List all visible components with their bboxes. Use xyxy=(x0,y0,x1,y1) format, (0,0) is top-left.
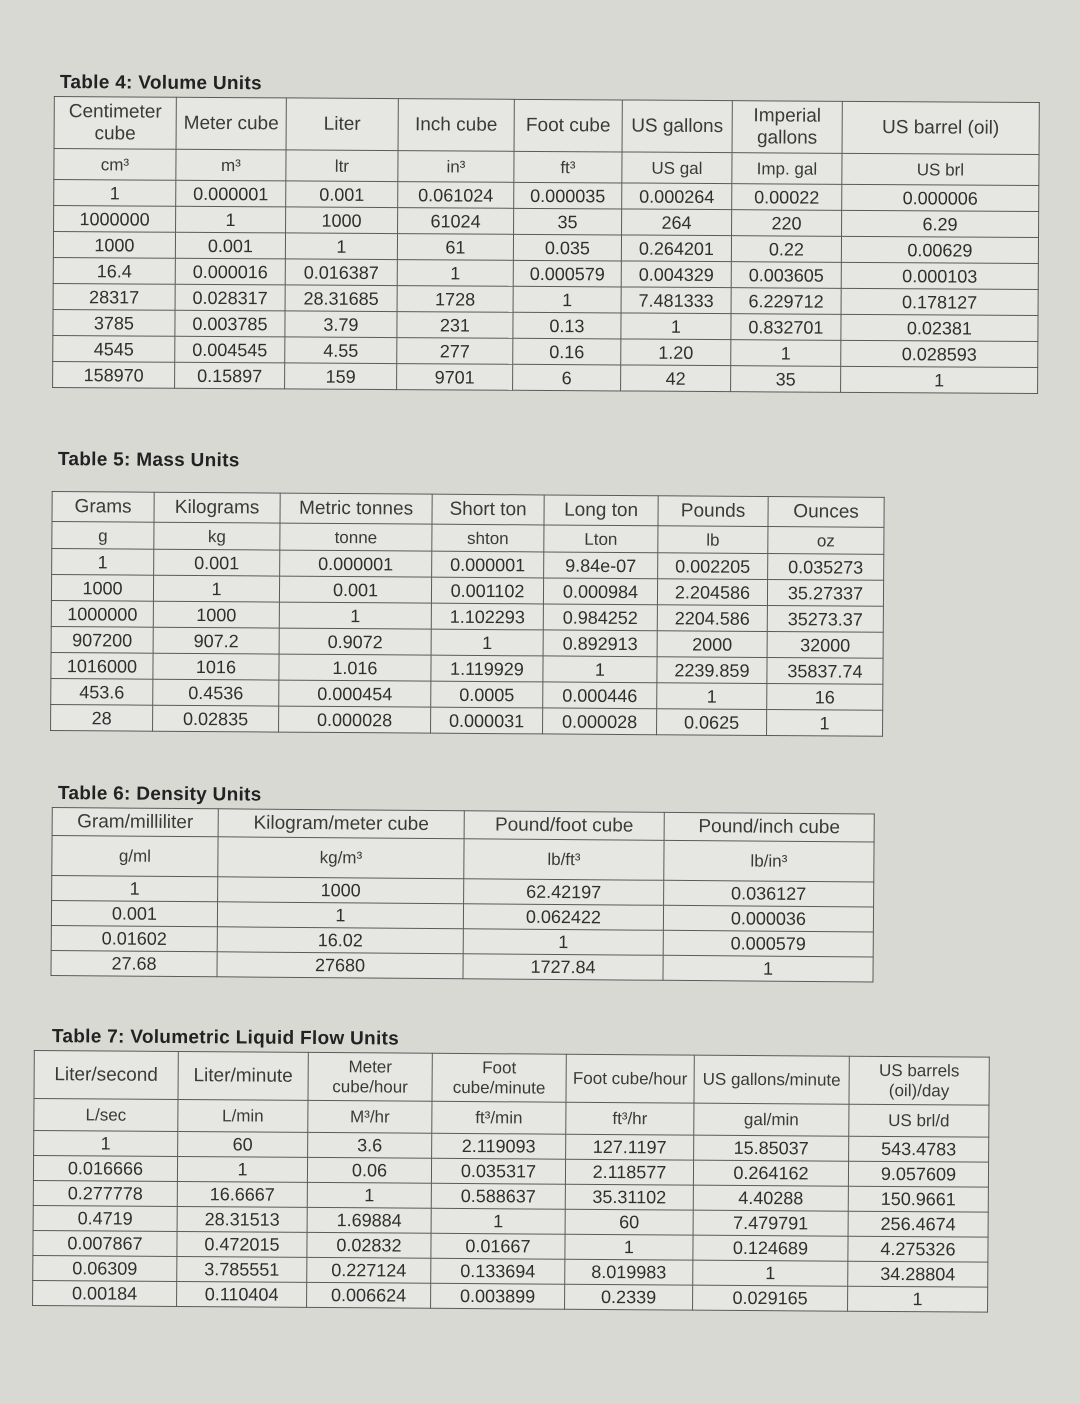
table-cell: 1000 xyxy=(53,232,175,259)
table-cell: 0.832701 xyxy=(731,314,841,341)
table-cell: 0.892913 xyxy=(543,630,657,657)
table-cell: 35.27337 xyxy=(767,579,883,606)
table-cell: 0.124689 xyxy=(693,1235,848,1261)
table-cell: 7.481333 xyxy=(621,287,731,314)
table-cell: 0.003605 xyxy=(731,262,841,289)
density-units-section xyxy=(50,783,874,982)
table-cell: 9.84e-07 xyxy=(544,552,658,579)
table-cell: 159 xyxy=(285,363,397,390)
unit-label: oz xyxy=(768,527,884,555)
table-title: Table 5: Mass Units xyxy=(57,449,240,472)
table-cell: 6.229712 xyxy=(731,288,841,315)
table-cell: 1 xyxy=(52,549,154,576)
table-cell: 1 xyxy=(177,1157,307,1183)
table-body xyxy=(53,180,1039,394)
unit-label: lb xyxy=(658,526,768,554)
table-cell: 16.02 xyxy=(217,927,463,954)
column-header: US barrel (oil) xyxy=(842,101,1039,154)
unit-label: tonne xyxy=(280,523,432,551)
table-cell: 1 xyxy=(431,1208,565,1234)
table-cell: 158970 xyxy=(53,361,175,388)
table-cell: 220 xyxy=(732,210,842,237)
column-header: Pounds xyxy=(658,496,768,527)
column-header: Liter/second xyxy=(34,1051,178,1100)
table-cell: 1 xyxy=(463,929,663,956)
table-cell: 1000000 xyxy=(51,600,153,627)
table-cell: 0.004545 xyxy=(175,336,285,363)
unit-label: ft³/hr xyxy=(566,1102,694,1135)
unit-label: kg/m³ xyxy=(218,837,464,879)
column-header: Pound/foot cube xyxy=(464,811,664,841)
column-header: Ounces xyxy=(768,497,884,528)
table-cell: 0.02835 xyxy=(153,705,279,732)
table-cell: 1 xyxy=(34,1131,178,1157)
table-cell: 2204.586 xyxy=(657,605,767,632)
unit-label: lb/ft³ xyxy=(464,839,664,881)
table-cell: 34.28804 xyxy=(848,1261,988,1287)
table-cell: 0.06 xyxy=(307,1157,431,1183)
table-cell: 0.001 xyxy=(154,549,280,576)
table-cell: 0.133694 xyxy=(431,1258,565,1284)
table-cell: 1 xyxy=(307,1182,431,1208)
unit-label: L/sec xyxy=(34,1099,178,1132)
table-cell: 1.20 xyxy=(621,339,731,366)
table-cell: 0.00184 xyxy=(33,1280,177,1306)
unit-label: shton xyxy=(432,524,544,552)
table-row xyxy=(33,1280,988,1312)
table-cell: 1.69884 xyxy=(307,1207,431,1233)
unit-label: g xyxy=(52,522,154,550)
table-cell: 1728 xyxy=(397,286,513,313)
table-cell: 27.68 xyxy=(51,950,217,976)
unit-label: ft³ xyxy=(514,151,622,183)
flow-units-section xyxy=(32,1026,990,1313)
table-cell: 0.227124 xyxy=(307,1257,431,1283)
table-cell: 0.028317 xyxy=(175,284,285,311)
table-cell: 28.31685 xyxy=(285,285,397,312)
table-cell: 9.057609 xyxy=(848,1161,988,1187)
table-cell: 0.000103 xyxy=(841,262,1038,289)
table-cell: 0.4719 xyxy=(33,1205,177,1231)
table-cell: 0.4536 xyxy=(153,679,279,706)
table-cell: 28 xyxy=(51,704,153,731)
volume-units-table xyxy=(52,96,1040,394)
table-cell: 4.55 xyxy=(285,337,397,364)
unit-label: gal/min xyxy=(694,1103,849,1136)
table-cell: 907.2 xyxy=(153,627,279,654)
table-cell: 1016000 xyxy=(51,652,153,679)
column-header: Gram/milliliter xyxy=(52,808,218,837)
table-cell: 1 xyxy=(657,683,767,710)
table-cell: 1 xyxy=(663,955,873,982)
table-cell: 42 xyxy=(621,365,731,392)
table-cell: 0.007867 xyxy=(33,1230,177,1256)
table-cell: 1727.84 xyxy=(463,954,663,981)
table-cell: 0.000001 xyxy=(176,180,286,207)
table-cell: 0.264162 xyxy=(693,1160,848,1186)
table-cell: 1 xyxy=(279,602,431,629)
column-header: Liter xyxy=(286,98,398,151)
table-cell: 0.001 xyxy=(175,232,285,259)
table-title: Table 4: Volume Units xyxy=(59,72,262,95)
column-header: US gallons xyxy=(622,100,732,153)
table-cell: 0.000001 xyxy=(280,550,432,577)
unit-label: m³ xyxy=(176,149,286,181)
unit-label: Imp. gal xyxy=(732,153,842,185)
column-header: US barrels (oil)/day xyxy=(849,1056,989,1105)
unit-label: M³/hr xyxy=(308,1100,432,1133)
table-cell: 27680 xyxy=(217,952,463,979)
table-cell: 35273.37 xyxy=(767,605,883,632)
table-cell: 1000 xyxy=(218,877,464,904)
table-cell: 61024 xyxy=(398,208,514,235)
table-row xyxy=(53,361,1038,393)
table-cell: 0.588637 xyxy=(431,1183,565,1209)
table-cell: 0.003785 xyxy=(175,310,285,337)
table-cell: 0.01602 xyxy=(51,925,217,951)
table-cell: 0.035 xyxy=(513,234,621,261)
table-cell: 0.001102 xyxy=(431,577,543,604)
header-row xyxy=(54,97,1039,155)
table-cell: 543.4783 xyxy=(849,1136,989,1162)
table-cell: 1000 xyxy=(286,207,398,234)
table-cell: 35837.74 xyxy=(767,657,883,684)
column-header: Long ton xyxy=(544,495,658,526)
table-cell: 0.035273 xyxy=(768,553,884,580)
table-cell: 15.85037 xyxy=(694,1135,849,1161)
table-row xyxy=(51,950,873,981)
table-cell: 0.02381 xyxy=(841,314,1038,341)
table-cell: 0.02832 xyxy=(307,1232,431,1258)
table-cell: 0.264201 xyxy=(621,235,731,262)
unit-label: Lton xyxy=(544,525,658,553)
table-cell: 264 xyxy=(622,209,732,236)
column-header: Centimeter cube xyxy=(54,97,176,150)
table-cell: 1 xyxy=(513,286,621,313)
unit-label: g/ml xyxy=(52,836,218,877)
table-cell: 1.119929 xyxy=(431,655,543,682)
table-cell: 0.984252 xyxy=(543,604,657,631)
unit-row xyxy=(52,836,874,882)
table-cell: 0.06309 xyxy=(33,1255,177,1281)
table-cell: 0.036127 xyxy=(664,880,874,907)
table-cell: 231 xyxy=(397,312,513,339)
table-cell: 256.4674 xyxy=(848,1211,988,1237)
table-cell: 1 xyxy=(397,260,513,287)
table-cell: 0.00629 xyxy=(841,236,1038,263)
table-cell: 0.0005 xyxy=(431,681,543,708)
table-cell: 60 xyxy=(565,1209,693,1235)
table-cell: 0.277778 xyxy=(33,1180,177,1206)
table-cell: 0.029165 xyxy=(693,1285,848,1311)
table-cell: 0.006624 xyxy=(307,1282,431,1308)
mass-units-table xyxy=(50,491,885,737)
column-header: Pound/inch cube xyxy=(664,812,874,842)
table-cell: 1 xyxy=(767,709,883,736)
table-cell: 0.178127 xyxy=(841,288,1038,315)
column-header: Kilogram/meter cube xyxy=(218,809,464,839)
density-units-table xyxy=(50,807,874,982)
table-cell: 0.001 xyxy=(51,901,217,927)
table-cell: 0.000984 xyxy=(543,578,657,605)
table-cell: 1 xyxy=(217,902,463,929)
table-cell: 0.016666 xyxy=(33,1156,177,1182)
table-cell: 8.019983 xyxy=(565,1259,693,1285)
column-header: Metric tonnes xyxy=(280,493,432,524)
table-cell: 1 xyxy=(848,1286,988,1312)
table-cell: 6 xyxy=(513,364,621,391)
table-cell: 62.42197 xyxy=(464,879,664,906)
table-cell: 3.79 xyxy=(285,311,397,338)
table-cell: 127.1197 xyxy=(566,1134,694,1160)
table-cell: 1 xyxy=(693,1260,848,1286)
table-cell: 0.472015 xyxy=(177,1232,307,1258)
table-cell: 0.003899 xyxy=(431,1283,565,1309)
table-cell: 60 xyxy=(178,1132,308,1158)
table-cell: 1 xyxy=(176,206,286,233)
unit-label: in³ xyxy=(398,151,514,183)
table-cell: 0.001 xyxy=(279,576,431,603)
unit-label: kg xyxy=(154,522,280,550)
column-header: Grams xyxy=(52,492,154,523)
column-header: Short ton xyxy=(432,494,544,525)
unit-label: US brl/d xyxy=(849,1104,989,1137)
table-cell: 0.000001 xyxy=(432,551,544,578)
table-cell: 0.035317 xyxy=(431,1158,565,1184)
table-cell: 0.13 xyxy=(513,312,621,339)
table-cell: 1 xyxy=(52,876,218,902)
column-header: Liter/minute xyxy=(178,1052,308,1101)
table-cell: 0.000579 xyxy=(663,930,873,957)
table-cell: 4.275326 xyxy=(848,1236,988,1262)
table-row xyxy=(51,704,883,736)
mass-units-section xyxy=(50,449,885,737)
unit-label: ft³/min xyxy=(432,1101,566,1134)
table-cell: 0.001 xyxy=(286,181,398,208)
table-cell: 2.118577 xyxy=(565,1159,693,1185)
table-title: Table 6: Density Units xyxy=(57,783,262,806)
column-header: Inch cube xyxy=(398,99,514,152)
table-cell: 1.102293 xyxy=(431,603,543,630)
table-cell: 16.6667 xyxy=(177,1182,307,1208)
table-cell: 1 xyxy=(543,656,657,683)
table-cell: 32000 xyxy=(767,631,883,658)
table-cell: 7.479791 xyxy=(693,1210,848,1236)
table-cell: 1 xyxy=(621,313,731,340)
table-cell: 1 xyxy=(565,1234,693,1260)
table-body xyxy=(33,1131,989,1313)
table-cell: 0.000028 xyxy=(279,706,431,733)
table-cell: 0.16 xyxy=(513,338,621,365)
table-cell: 0.000028 xyxy=(543,708,657,735)
table-cell: 3785 xyxy=(53,309,175,336)
table-cell: 2.204586 xyxy=(657,579,767,606)
table-cell: 1 xyxy=(54,180,176,207)
table-cell: 0.028593 xyxy=(841,340,1038,367)
table-cell: 1016 xyxy=(153,653,279,680)
table-cell: 0.000036 xyxy=(663,905,873,932)
table-cell: 0.000446 xyxy=(543,682,657,709)
table-cell: 1000 xyxy=(51,575,153,602)
table-cell: 0.000035 xyxy=(514,182,622,209)
table-cell: 16.4 xyxy=(53,257,175,284)
table-cell: 277 xyxy=(397,338,513,365)
column-header: Meter cube/hour xyxy=(308,1052,432,1101)
table-cell: 0.062422 xyxy=(463,904,663,931)
table-cell: 0.000031 xyxy=(431,707,543,734)
table-cell: 1.016 xyxy=(279,654,431,681)
table-body xyxy=(51,549,884,737)
table-cell: 28.31513 xyxy=(177,1207,307,1233)
table-cell: 0.061024 xyxy=(398,182,514,209)
table-cell: 0.01667 xyxy=(431,1233,565,1259)
table-cell: 0.110404 xyxy=(177,1282,307,1308)
table-cell: 1000 xyxy=(153,601,279,628)
table-cell: 150.9661 xyxy=(848,1186,988,1212)
table-cell: 1 xyxy=(841,366,1038,393)
table-cell: 0.22 xyxy=(731,236,841,263)
table-cell: 0.000006 xyxy=(842,184,1039,211)
volume-units-section xyxy=(52,72,1040,394)
table-cell: 1 xyxy=(731,340,841,367)
table-cell: 9701 xyxy=(397,364,513,391)
table-cell: 1000000 xyxy=(54,206,176,233)
table-cell: 0.000454 xyxy=(279,680,431,707)
unit-label: ltr xyxy=(286,150,398,182)
table-cell: 0.15897 xyxy=(175,362,285,389)
table-cell: 453.6 xyxy=(51,678,153,705)
column-header: Foot cube/minute xyxy=(432,1053,566,1102)
table-cell: 16 xyxy=(767,683,883,710)
table-cell: 0.00022 xyxy=(732,184,842,211)
table-cell: 35 xyxy=(731,366,841,393)
table-cell: 28317 xyxy=(53,283,175,310)
table-title: Table 7: Volumetric Liquid Flow Units xyxy=(51,1026,400,1050)
table-cell: 1 xyxy=(285,233,397,260)
table-cell: 35.31102 xyxy=(565,1184,693,1210)
table-cell: 1 xyxy=(431,629,543,656)
unit-label: cm³ xyxy=(54,149,176,181)
table-cell: 2000 xyxy=(657,631,767,658)
table-cell: 0.000579 xyxy=(513,260,621,287)
table-cell: 0.016387 xyxy=(285,259,397,286)
table-cell: 0.000016 xyxy=(175,258,285,285)
unit-label: L/min xyxy=(178,1100,308,1133)
column-header: US gallons/minute xyxy=(694,1055,849,1104)
table-cell: 3.785551 xyxy=(177,1257,307,1283)
table-cell: 0.0625 xyxy=(657,709,767,736)
unit-label: US brl xyxy=(842,153,1039,185)
column-header: Foot cube/hour xyxy=(566,1054,694,1103)
column-header: Imperial gallons xyxy=(732,101,842,154)
table-cell: 2.119093 xyxy=(432,1133,566,1159)
table-cell: 2239.859 xyxy=(657,657,767,684)
table-cell: 35 xyxy=(514,208,622,235)
table-cell: 0.002205 xyxy=(658,553,768,580)
table-body xyxy=(51,876,874,982)
column-header: Meter cube xyxy=(176,97,286,150)
table-cell: 61 xyxy=(397,234,513,261)
table-cell: 0.9072 xyxy=(279,628,431,655)
table-cell: 4.40288 xyxy=(693,1185,848,1211)
unit-label: lb/in³ xyxy=(664,840,874,882)
flow-units-table xyxy=(32,1050,990,1313)
table-cell: 4545 xyxy=(53,335,175,362)
column-header: Kilograms xyxy=(154,492,280,523)
unit-label: US gal xyxy=(622,152,732,184)
table-cell: 907200 xyxy=(51,626,153,653)
column-header: Foot cube xyxy=(514,99,622,152)
table-cell: 0.004329 xyxy=(621,261,731,288)
table-cell: 6.29 xyxy=(842,210,1039,237)
table-cell: 1 xyxy=(153,575,279,602)
header-row xyxy=(34,1051,989,1106)
table-cell: 3.6 xyxy=(308,1132,432,1158)
table-cell: 0.2339 xyxy=(565,1284,693,1310)
table-cell: 0.000264 xyxy=(622,183,732,210)
